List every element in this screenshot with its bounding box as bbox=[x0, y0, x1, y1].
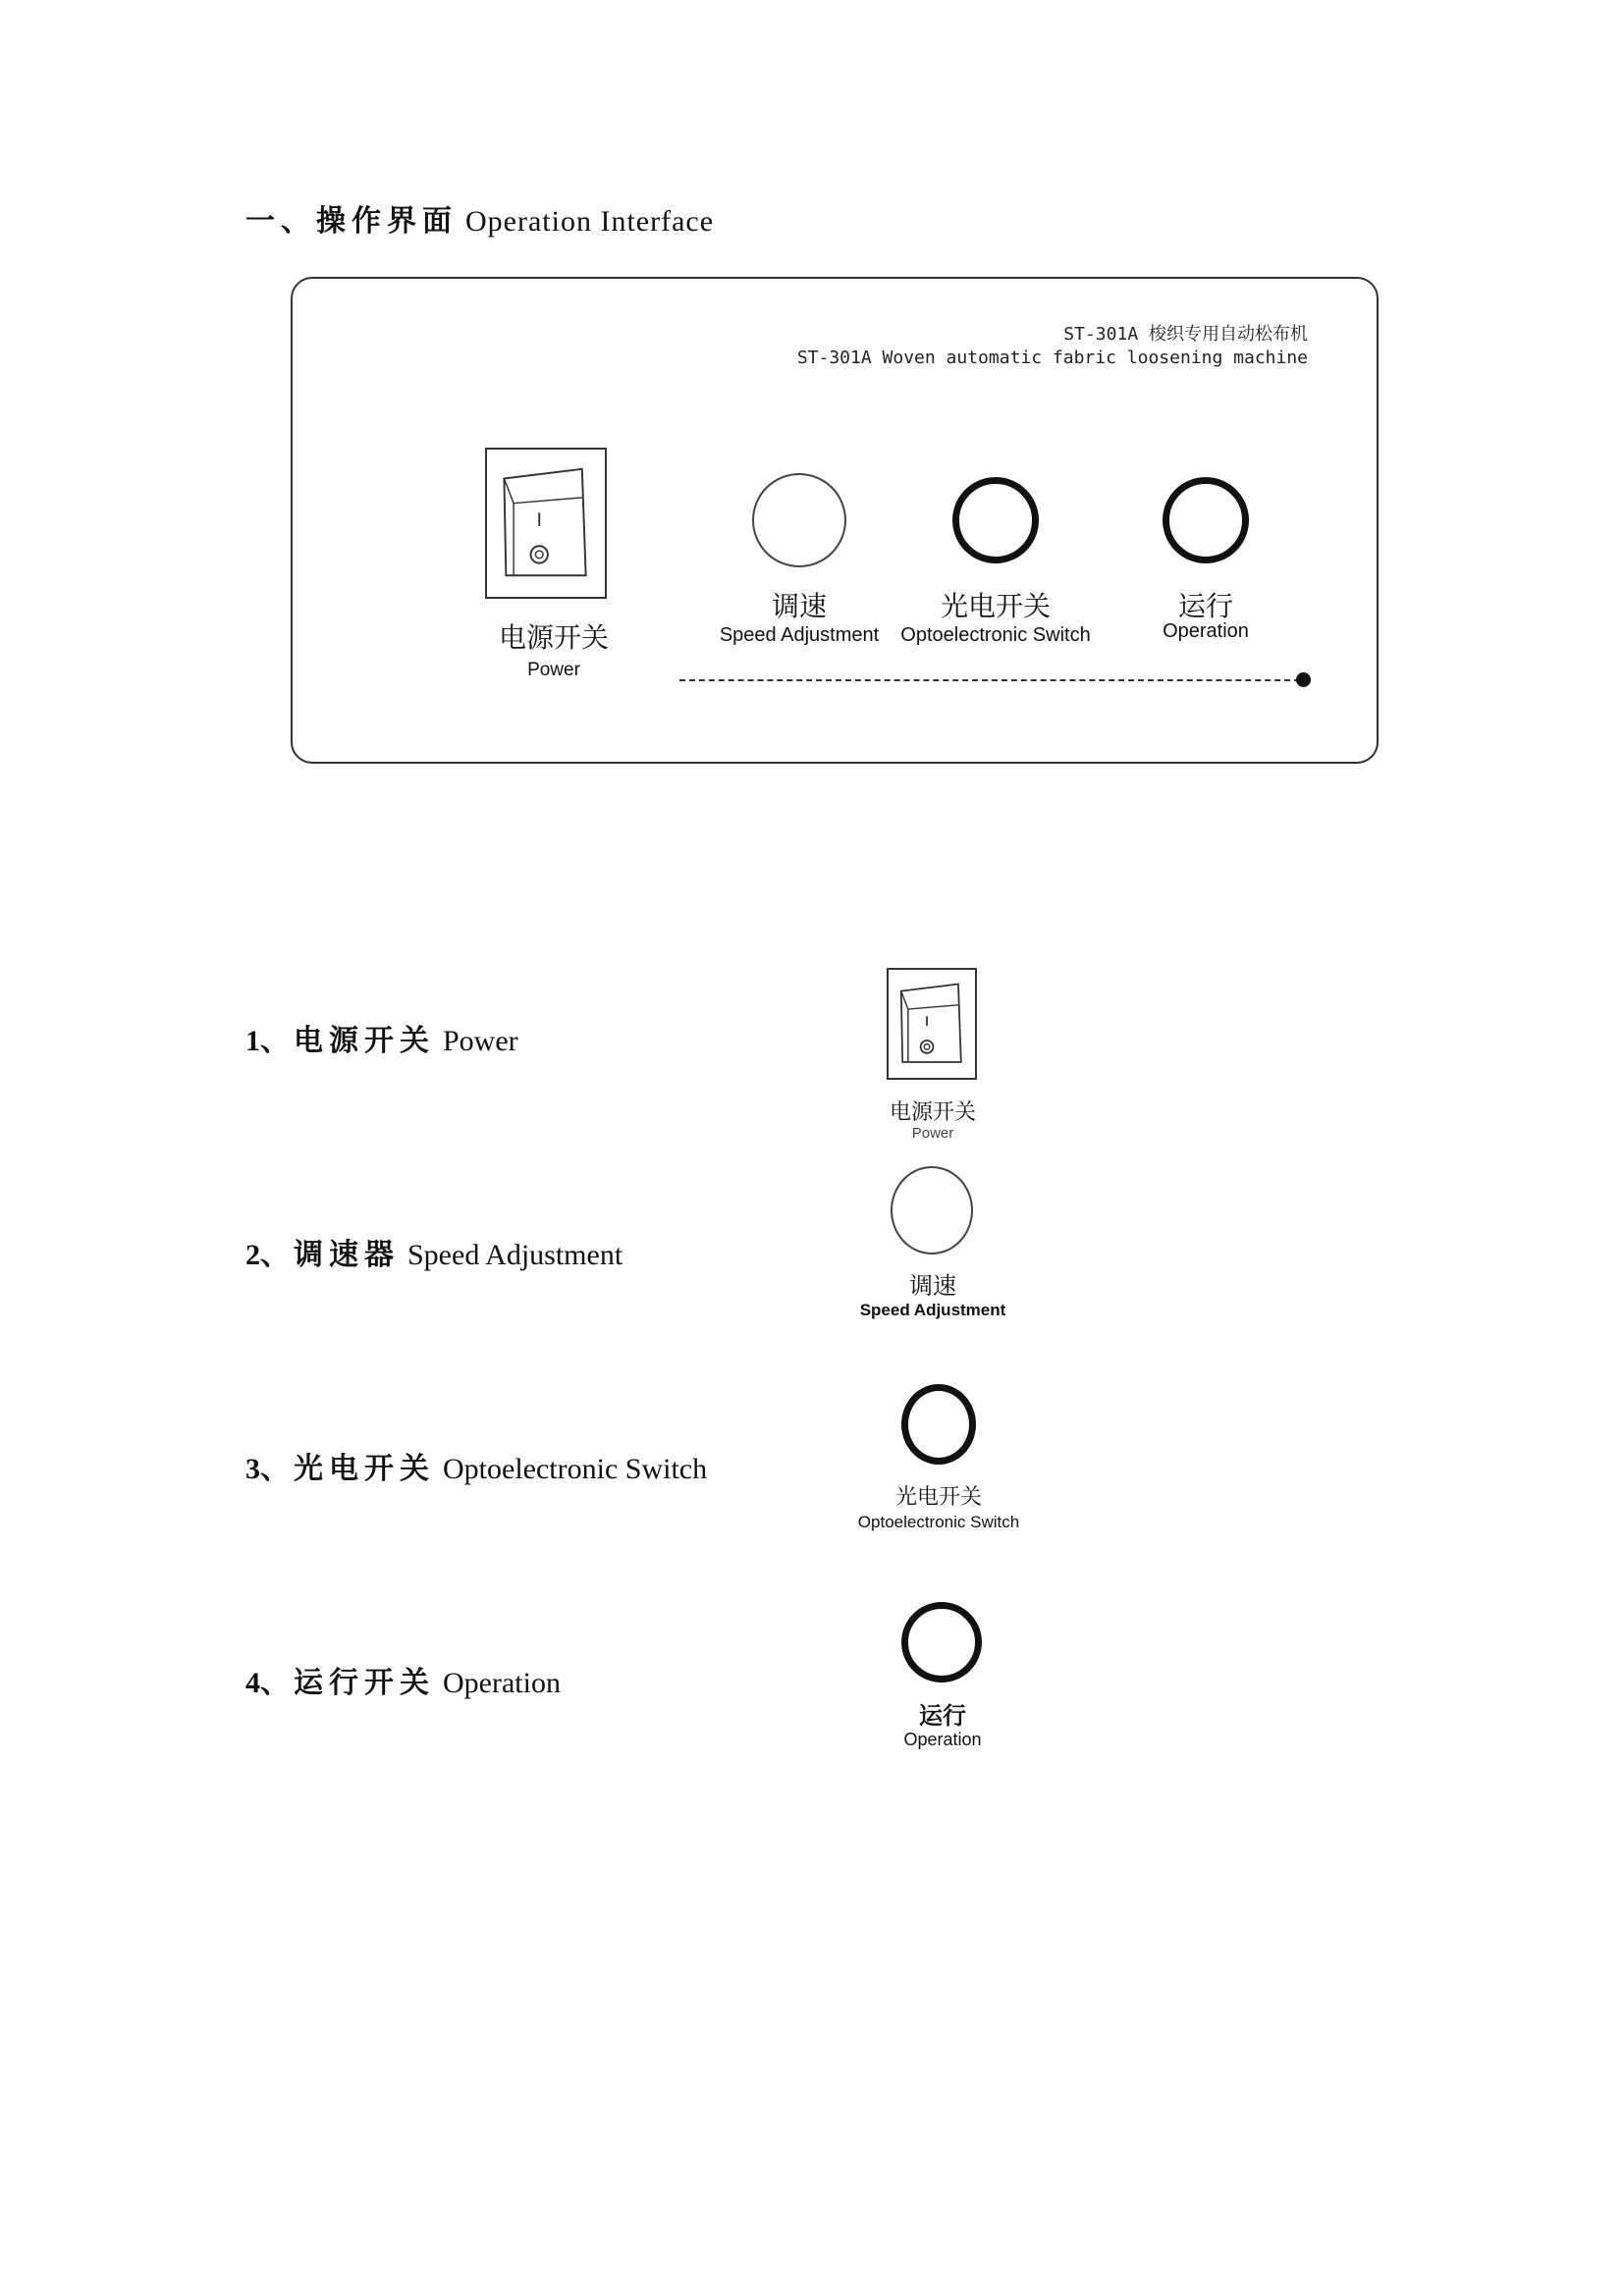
rocker-switch-icon bbox=[487, 450, 605, 597]
item-speed-adjustment bbox=[245, 1230, 623, 1273]
opto-icon-label-en: Optoelectronic Switch bbox=[857, 1513, 1020, 1531]
operation-button[interactable] bbox=[1163, 477, 1249, 563]
power-label-cn: 电源开关 bbox=[498, 621, 609, 654]
power-switch-icon bbox=[887, 968, 977, 1080]
section-title bbox=[245, 196, 714, 240]
optoelectronic-switch-icon bbox=[901, 1384, 976, 1465]
power-icon-label-cn: 电源开关 bbox=[889, 1100, 976, 1125]
item-number: 1、 bbox=[245, 1025, 290, 1057]
power-icon-label-en: Power bbox=[911, 1125, 954, 1142]
item-number: 4、 bbox=[245, 1667, 290, 1699]
item-title-cn: 运行开关 bbox=[294, 1666, 435, 1700]
item-title-cn: 光电开关 bbox=[294, 1452, 435, 1486]
item-number: 2、 bbox=[245, 1239, 290, 1271]
dashed-line bbox=[679, 679, 1300, 681]
speed-label-cn: 调速 bbox=[771, 590, 827, 622]
item-title-en: Operation bbox=[443, 1667, 561, 1699]
speed-icon-label-cn: 调速 bbox=[909, 1272, 956, 1300]
power-switch[interactable] bbox=[485, 448, 607, 599]
speed-knob[interactable] bbox=[752, 473, 846, 567]
item-title-en: Speed Adjustment bbox=[407, 1239, 623, 1271]
item-title-en: Power bbox=[443, 1025, 518, 1057]
power-label-en: Power bbox=[527, 660, 580, 680]
opto-icon-label-cn: 光电开关 bbox=[894, 1485, 982, 1510]
section-title-cn: 一、操作界面 bbox=[245, 204, 458, 239]
opto-label-en: Optoelectronic Switch bbox=[900, 624, 1091, 646]
operation-button-icon bbox=[901, 1602, 982, 1682]
operation-label-cn: 运行 bbox=[1177, 590, 1233, 622]
item-operation bbox=[245, 1658, 561, 1701]
control-panel bbox=[291, 277, 1379, 764]
optoelectronic-switch[interactable] bbox=[952, 477, 1039, 563]
opto-label-cn: 光电开关 bbox=[940, 590, 1051, 622]
speed-icon-label-en: Speed Adjustment bbox=[859, 1301, 1006, 1319]
item-number: 3、 bbox=[245, 1453, 290, 1485]
speed-knob-icon bbox=[891, 1166, 973, 1255]
machine-name-cn: ST-301A 梭织专用自动松布机 bbox=[1063, 324, 1308, 345]
item-power bbox=[245, 1016, 518, 1059]
dashed-line-endpoint bbox=[1296, 672, 1311, 687]
item-title-cn: 电源开关 bbox=[294, 1024, 435, 1058]
operation-icon-label-cn: 运行 bbox=[919, 1702, 966, 1730]
rocker-switch-icon bbox=[889, 970, 975, 1078]
section-title-en: Operation Interface bbox=[465, 205, 715, 238]
speed-label-en: Speed Adjustment bbox=[719, 624, 880, 646]
machine-name-en: ST-301A Woven automatic fabric loosening machine bbox=[796, 347, 1308, 368]
operation-icon-label-en: Operation bbox=[903, 1730, 982, 1749]
operation-label-en: Operation bbox=[1163, 620, 1249, 642]
item-title-en: Optoelectronic Switch bbox=[443, 1453, 708, 1485]
item-optoelectronic-switch bbox=[245, 1444, 707, 1487]
item-title-cn: 调速器 bbox=[294, 1238, 400, 1272]
